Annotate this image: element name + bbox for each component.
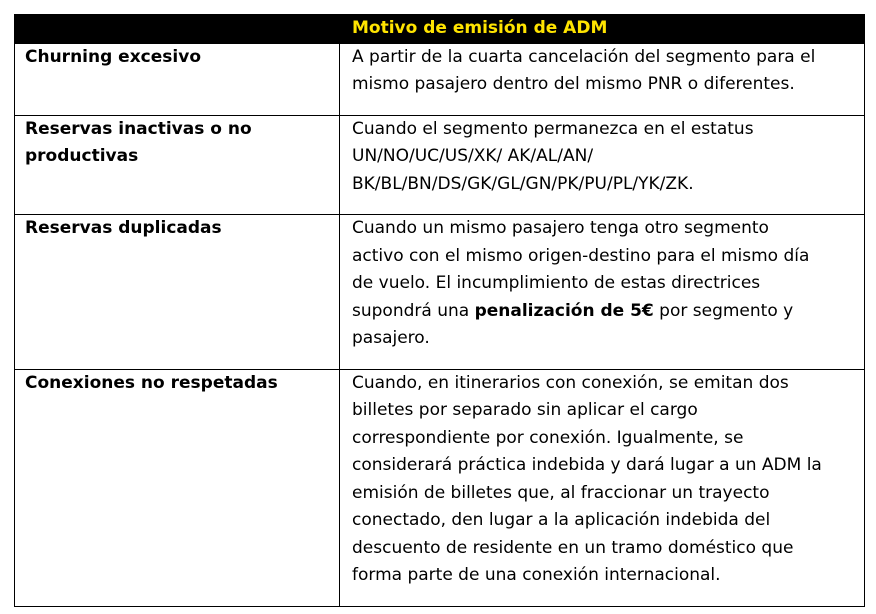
row-description	[340, 43, 865, 115]
table-row	[15, 369, 865, 606]
row-description-line: A partir de la cuarta cancelación del segmento para el	[352, 46, 816, 67]
row-description-line: emisión de billetes que, al fraccionar un trayecto	[352, 482, 770, 503]
row-description-line: UN/NO/UC/US/XK/ AK/AL/AN/	[352, 146, 594, 166]
row-description-line: considerará práctica indebida y dará lugar a un ADM la	[352, 455, 822, 475]
row-description	[340, 215, 865, 370]
row-label-line: Reservas duplicadas	[25, 218, 222, 238]
row-description	[340, 369, 865, 606]
table-header: Motivo de emisión de ADM	[340, 15, 865, 44]
penalty-amount: penalización de 5€	[474, 300, 654, 321]
penalty-text-after: por segmento y	[653, 300, 794, 321]
header-blank-cell	[15, 15, 340, 44]
row-description-line: pasajero.	[352, 328, 430, 348]
row-description-line: Cuando, en itinerarios con conexión, se emitan dos	[352, 372, 789, 393]
adm-table-container	[14, 14, 864, 607]
row-description-line: mismo pasajero dentro del mismo PNR o diferentes.	[352, 74, 795, 94]
row-label-line: Reservas inactivas o no	[25, 118, 252, 139]
row-description-line: conectado, den lugar a la aplicación indebida del	[352, 510, 771, 530]
row-description-line: forma parte de una conexión internacional.	[352, 565, 721, 585]
row-label-line: productivas	[25, 146, 139, 166]
row-description-line	[352, 298, 856, 326]
row-description-line: Cuando un mismo pasajero tenga otro segmento	[352, 218, 769, 238]
row-label	[15, 115, 340, 215]
row-description-line: descuento de residente en un tramo doméstico que	[352, 537, 794, 558]
penalty-text-before: supondrá una	[352, 300, 475, 321]
adm-table	[14, 14, 865, 607]
row-label-line: Conexiones no respetadas	[25, 372, 278, 393]
row-label	[15, 43, 340, 115]
row-label	[15, 369, 340, 606]
table-row	[15, 43, 865, 115]
row-label-line: Churning excesivo	[25, 46, 201, 67]
table-row	[15, 115, 865, 215]
row-label	[15, 215, 340, 370]
row-description-line: correspondiente por conexión. Igualmente, se	[352, 427, 744, 448]
row-description	[340, 115, 865, 215]
row-description-line: Cuando el segmento permanezca en el estatus	[352, 118, 754, 139]
table-header-row	[15, 15, 865, 44]
row-description-line: de vuelo. El incumplimiento de estas directrices	[352, 273, 761, 293]
row-description-line: activo con el mismo origen-destino para el mismo día	[352, 245, 810, 266]
row-description-line: billetes por separado sin aplicar el cargo	[352, 400, 698, 420]
row-description-line: BK/BL/BN/DS/GK/GL/GN/PK/PU/PL/YK/ZK.	[352, 173, 694, 194]
table-row	[15, 215, 865, 370]
